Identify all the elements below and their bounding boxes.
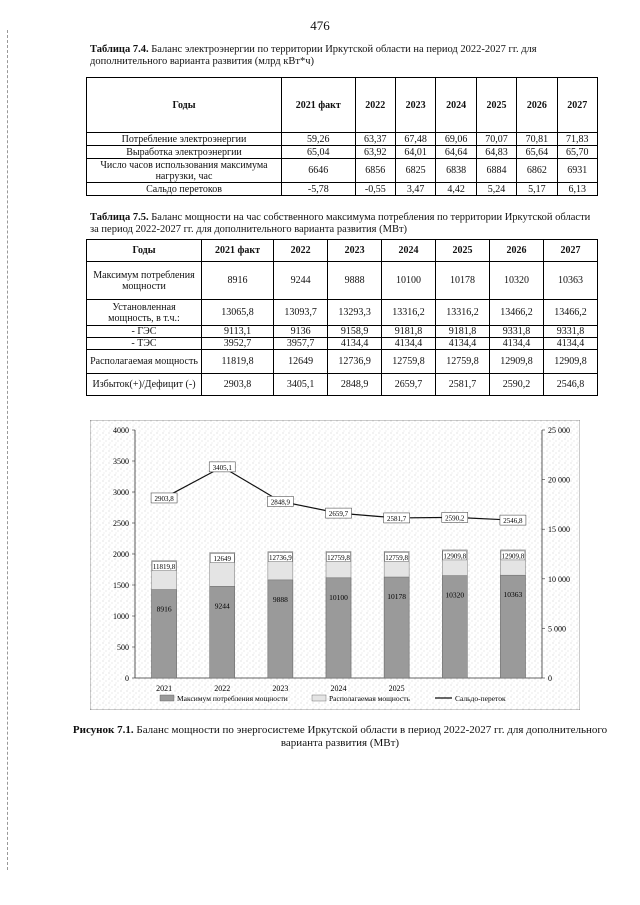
x-tick-label: 2021 — [156, 684, 173, 693]
table-cell: 2546,8 — [543, 374, 597, 396]
header-year: 2027 — [557, 78, 597, 133]
header-year: 2021 факт — [282, 78, 356, 133]
consumption-label: 9888 — [272, 594, 288, 604]
row-label: - ГЭС — [87, 326, 202, 338]
x-tick-label: 2025 — [388, 684, 405, 693]
table-row — [87, 133, 598, 146]
table-cell: 71,83 — [557, 133, 597, 146]
table-cell: 65,70 — [557, 146, 597, 159]
header-year: 2024 — [436, 78, 476, 133]
table-cell: 9888 — [328, 262, 382, 300]
available-label: 11819,8 — [152, 563, 176, 572]
left-tick-label: 0 — [125, 674, 129, 683]
left-tick-label: 500 — [117, 643, 129, 652]
left-tick-label: 1500 — [113, 581, 129, 590]
table-cell: 63,92 — [355, 146, 395, 159]
table-cell: 10178 — [436, 262, 490, 300]
header-year: 2023 — [395, 78, 435, 133]
table-cell: 9331,8 — [543, 326, 597, 338]
table-7-5-caption-bold: Таблица 7.5. — [90, 212, 149, 223]
left-tick-label: 3500 — [113, 457, 129, 466]
header-year: 2025 — [476, 78, 516, 133]
table-cell: 13466,2 — [489, 300, 543, 326]
figure-caption-bold: Рисунок 7.1. — [72, 724, 134, 736]
x-tick-label: 2024 — [330, 684, 347, 693]
consumption-label: 10100 — [329, 592, 348, 602]
table-cell: 6646 — [282, 159, 356, 183]
left-tick-label: 2000 — [113, 550, 129, 559]
row-label: Установленная мощность, в т.ч.: — [87, 300, 202, 326]
header-years: Годы — [87, 240, 202, 262]
table-cell: 12909,8 — [543, 350, 597, 374]
table-row — [87, 338, 598, 350]
table-cell: 13093,7 — [274, 300, 328, 326]
table-cell: 10320 — [489, 262, 543, 300]
table-7-4-caption-text: Баланс электроэнергии по территории Иркутской области на период 2022-2027 гг. для дополнительного варианта развития (млрд кВт*ч) — [90, 44, 537, 67]
header-year: 2025 — [436, 240, 490, 262]
table-cell: 2659,7 — [382, 374, 436, 396]
table-cell: 10100 — [382, 262, 436, 300]
table-cell: 69,06 — [436, 133, 476, 146]
table-row — [87, 374, 598, 396]
table-cell: 2848,9 — [328, 374, 382, 396]
consumption-label: 10363 — [503, 590, 523, 600]
table-cell: 4134,4 — [328, 338, 382, 350]
table-cell: 13293,3 — [328, 300, 382, 326]
row-label: Избыток(+)/Дефицит (-) — [87, 374, 202, 396]
header-year: 2026 — [489, 240, 543, 262]
available-label: 12736,9 — [268, 554, 292, 563]
table-cell: 9136 — [274, 326, 328, 338]
table-cell: 11819,8 — [202, 350, 274, 374]
table-cell: 2590,2 — [489, 374, 543, 396]
table-7-5 — [86, 239, 598, 396]
table-cell: 6931 — [557, 159, 597, 183]
saldo-label: 3405,1 — [212, 463, 232, 472]
table-cell: 3405,1 — [274, 374, 328, 396]
table-cell: 5,17 — [517, 183, 557, 196]
header-years: Годы — [87, 78, 282, 133]
table-cell: 2581,7 — [436, 374, 490, 396]
right-tick-label: 25 000 — [548, 426, 570, 435]
left-tick-label: 2500 — [113, 519, 129, 528]
legend-swatch-consumption — [160, 695, 174, 701]
page-number: 476 — [310, 18, 330, 33]
table-cell: 3957,7 — [274, 338, 328, 350]
table-7-5-caption — [90, 212, 600, 236]
bar-consumption — [152, 590, 177, 678]
table-cell: 5,24 — [476, 183, 516, 196]
left-tick-label: 4000 — [113, 426, 129, 435]
table-cell: 13316,2 — [436, 300, 490, 326]
table-cell: -5,78 — [282, 183, 356, 196]
available-label: 12909,8 — [501, 552, 525, 561]
table-cell: 64,01 — [395, 146, 435, 159]
header-year: 2022 — [355, 78, 395, 133]
figure-caption-text: Баланс мощности по энергосистеме Иркутской области в период 2022-2027 гг. для дополнительного варианта развития (МВт) — [133, 724, 608, 749]
table-7-4-caption-bold: Таблица 7.4. — [90, 44, 149, 55]
consumption-label: 9244 — [214, 601, 230, 611]
table-cell: 12736,9 — [328, 350, 382, 374]
table-cell: 6862 — [517, 159, 557, 183]
table-cell: 4,42 — [436, 183, 476, 196]
row-label: Сальдо перетоков — [87, 183, 282, 196]
row-label: Число часов использования максимума нагрузки, час — [87, 159, 282, 183]
power-balance-chart — [90, 420, 580, 710]
table-7-5-caption-text: Баланс мощности на час собственного максимума потребления по территории Иркутской области за период 2022-2027 гг. для дополнительного варианта развития (МВт) — [90, 212, 591, 235]
saldo-label: 2848,9 — [270, 498, 290, 507]
available-label: 12759,8 — [385, 553, 409, 562]
header-year: 2021 факт — [202, 240, 274, 262]
table-cell: 65,64 — [517, 146, 557, 159]
header-year: 2023 — [328, 240, 382, 262]
table-row — [87, 262, 598, 300]
table-cell: 12759,8 — [382, 350, 436, 374]
consumption-label: 10320 — [445, 590, 465, 600]
legend-swatch-available — [312, 695, 326, 701]
table-cell: 12759,8 — [436, 350, 490, 374]
header-year: 2027 — [543, 240, 597, 262]
available-label: 12909,8 — [443, 552, 467, 561]
table-cell: 9113,1 — [202, 326, 274, 338]
table-cell: 9244 — [274, 262, 328, 300]
table-row — [87, 159, 598, 183]
table-cell: 59,26 — [282, 133, 356, 146]
legend-label-consumption: Максимум потребления мощности — [177, 694, 288, 703]
row-label: Максимум потребления мощности — [87, 262, 202, 300]
right-tick-label: 20 000 — [548, 475, 570, 485]
table-cell: 12649 — [274, 350, 328, 374]
table-cell: 4134,4 — [543, 338, 597, 350]
table-cell: 3952,7 — [202, 338, 274, 350]
table-cell: 9181,8 — [382, 326, 436, 338]
table-cell: 9181,8 — [436, 326, 490, 338]
table-cell: 12909,8 — [489, 350, 543, 374]
table-cell: 6884 — [476, 159, 516, 183]
left-tick-label: 1000 — [113, 612, 129, 621]
right-tick-label: 5 000 — [548, 624, 566, 634]
table-cell: -0,55 — [355, 183, 395, 196]
table-7-4 — [86, 77, 598, 196]
consumption-label: 8916 — [156, 604, 172, 614]
available-label: 12649 — [213, 555, 231, 564]
right-tick-label: 15 000 — [548, 525, 570, 535]
right-tick-label: 0 — [548, 674, 552, 683]
table-cell: 13466,2 — [543, 300, 597, 326]
table-cell: 65,04 — [282, 146, 356, 159]
table-cell: 13065,8 — [202, 300, 274, 326]
table-cell: 6856 — [355, 159, 395, 183]
left-tick-label: 3000 — [113, 488, 129, 497]
table-cell: 6,13 — [557, 183, 597, 196]
table-cell: 10363 — [543, 262, 597, 300]
table-cell: 13316,2 — [382, 300, 436, 326]
bar-consumption — [210, 586, 235, 678]
table-row — [87, 326, 598, 338]
table-7-4-caption — [90, 44, 600, 68]
table-row — [87, 183, 598, 196]
table-cell: 3,47 — [395, 183, 435, 196]
x-tick-label: 2023 — [272, 684, 289, 693]
table-cell: 2903,8 — [202, 374, 274, 396]
header-year: 2026 — [517, 78, 557, 133]
table-cell: 63,37 — [355, 133, 395, 146]
header-year: 2022 — [274, 240, 328, 262]
legend-label-available: Располагаемая мощность — [329, 694, 410, 703]
table-cell: 64,83 — [476, 146, 516, 159]
saldo-label: 2581,7 — [387, 514, 407, 523]
figure-caption — [60, 724, 620, 750]
table-cell: 4134,4 — [436, 338, 490, 350]
row-label: - ТЭС — [87, 338, 202, 350]
available-label: 12759,8 — [327, 553, 350, 562]
table-cell: 67,48 — [395, 133, 435, 146]
row-label: Располагаемая мощность — [87, 350, 202, 374]
table-row — [87, 350, 598, 374]
left-margin-dash — [7, 30, 8, 870]
table-row — [87, 146, 598, 159]
table-cell: 4134,4 — [382, 338, 436, 350]
table-cell: 6838 — [436, 159, 476, 183]
saldo-label: 2546,8 — [503, 517, 523, 526]
legend-label-line: Сальдо-переток — [455, 694, 506, 703]
table-cell: 9331,8 — [489, 326, 543, 338]
table-cell: 8916 — [202, 262, 274, 300]
table-cell: 64,64 — [436, 146, 476, 159]
table-cell: 70,07 — [476, 133, 516, 146]
consumption-label: 10178 — [387, 592, 407, 602]
table-cell: 9158,9 — [328, 326, 382, 338]
table-cell: 70,81 — [517, 133, 557, 146]
saldo-label: 2659,7 — [328, 510, 349, 519]
table-cell: 6825 — [395, 159, 435, 183]
row-label: Потребление электроэнергии — [87, 133, 282, 146]
x-tick-label: 2022 — [214, 684, 231, 693]
saldo-label: 2590,2 — [445, 514, 465, 523]
table-row — [87, 300, 598, 326]
right-tick-label: 10 000 — [548, 574, 570, 584]
header-year: 2024 — [382, 240, 436, 262]
saldo-label: 2903,8 — [154, 494, 174, 503]
row-label: Выработка электроэнергии — [87, 146, 282, 159]
table-cell: 4134,4 — [489, 338, 543, 350]
